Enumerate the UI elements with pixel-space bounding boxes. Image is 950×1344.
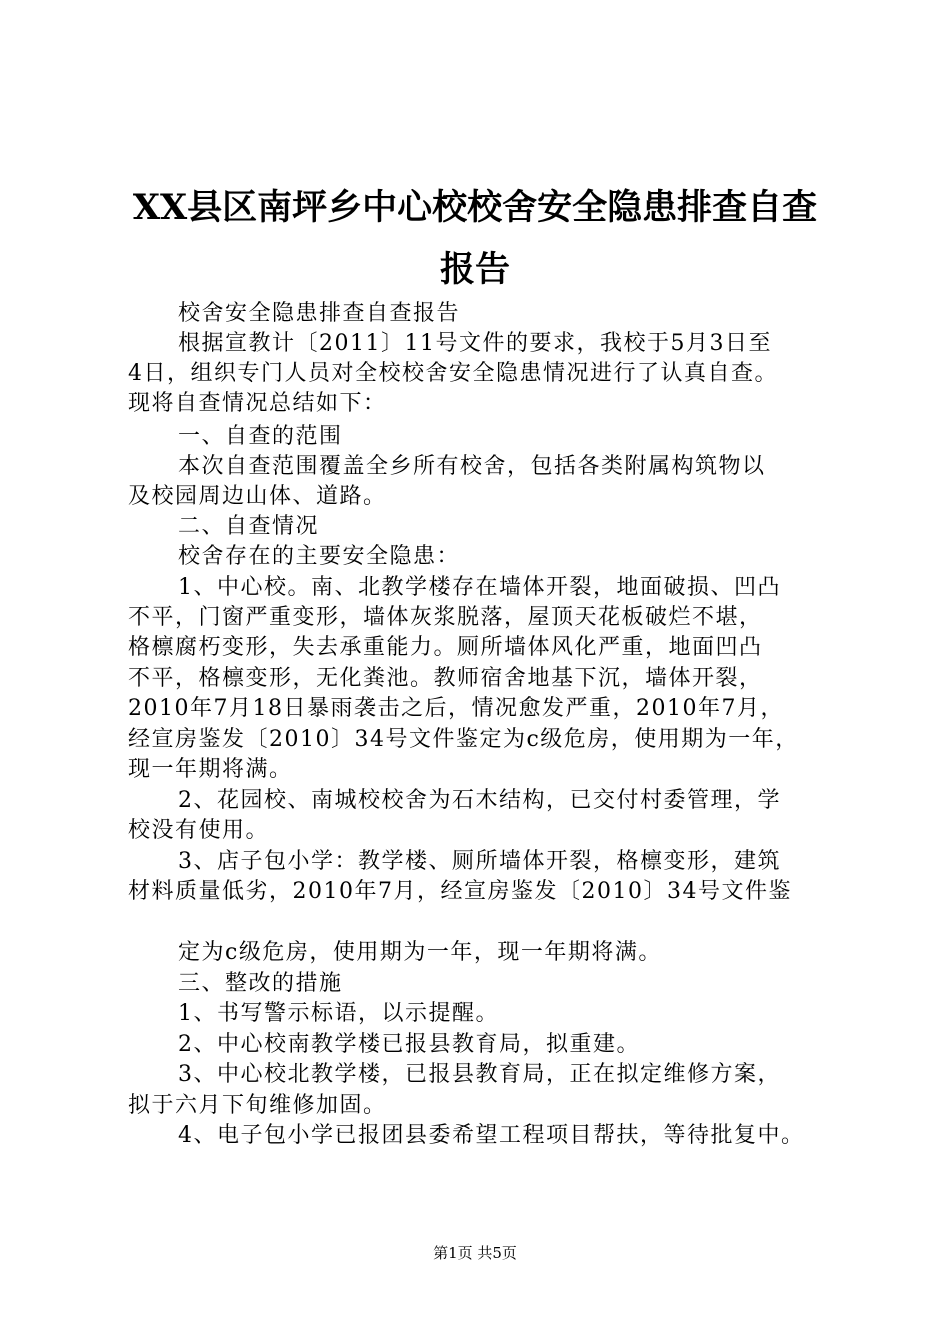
body-text-line: 3、中心校北教学楼，已报县教育局，正在拟定维修方案，: [178, 1062, 781, 1087]
body-text-line: 不平，门窗严重变形，墙体灰浆脱落，屋顶天花板破烂不堪，: [128, 605, 763, 630]
document-title-line1: XX县区南坪乡中心校校舍安全隐患排查自查: [132, 187, 818, 228]
body-text-line: 校舍存在的主要安全隐患：: [178, 544, 461, 569]
body-text-line: 本次自查范围覆盖全乡所有校舍，包括各类附属构筑物以: [178, 454, 766, 479]
body-text-line: 经宣房鉴发〔2010〕34号文件鉴定为c级危房，使用期为一年，: [128, 727, 799, 752]
body-text-line: 格檩腐朽变形，失去承重能力。厕所墙体风化严重，地面凹凸: [128, 635, 763, 660]
body-text-line: 3、店子包小学：教学楼、厕所墙体开裂，格檩变形，建筑: [178, 849, 781, 874]
body-text-line: 2、中心校南教学楼已报县教育局，拟重建。: [178, 1032, 640, 1057]
body-text-line: 根据宣教计〔2011〕11号文件的要求，我校于5月3日至: [178, 331, 772, 356]
body-text-line: 4、电子包小学已报团县委希望工程项目帮扶，等待批复中。: [178, 1123, 805, 1148]
page-number-footer: 第1页 共5页: [433, 1244, 517, 1262]
body-text-line: 材料质量低劣，2010年7月，经宣房鉴发〔2010〕34号文件鉴: [128, 879, 792, 904]
body-text-line: 及校园周边山体、道路。: [128, 484, 387, 509]
body-text-line: 定为c级危房，使用期为一年，现一年期将满。: [178, 940, 662, 965]
report-subtitle: 校舍安全隐患排查自查报告: [178, 301, 461, 326]
body-text-line: 2、花园校、南城校校舍为石木结构，已交付村委管理，学: [178, 788, 781, 813]
body-text-line: 1、书写警示标语，以示提醒。: [178, 1001, 499, 1026]
body-text-line: 拟于六月下旬维修加固。: [128, 1093, 387, 1118]
section-heading: 二、自查情况: [178, 514, 320, 539]
body-text-line: 1、中心校。南、北教学楼存在墙体开裂，地面破损、凹凸: [178, 575, 781, 600]
body-text-line: 不平，格檩变形，无化粪池。教师宿舍地基下沉，墙体开裂，: [128, 666, 763, 691]
section-heading: 三、整改的措施: [178, 971, 343, 996]
document-title-line2: 报告: [439, 249, 510, 290]
body-text-line: 2010年7月18日暴雨袭击之后，情况愈发严重，2010年7月，: [128, 696, 784, 721]
body-text-line: 校没有使用。: [128, 818, 270, 843]
body-text-line: 现将自查情况总结如下：: [128, 391, 387, 416]
body-text-line: 4日，组织专门人员对全校校舍安全隐患情况进行了认真自查。: [128, 361, 778, 386]
section-heading: 一、自查的范围: [178, 424, 343, 449]
body-text-line: 现一年期将满。: [128, 757, 293, 782]
